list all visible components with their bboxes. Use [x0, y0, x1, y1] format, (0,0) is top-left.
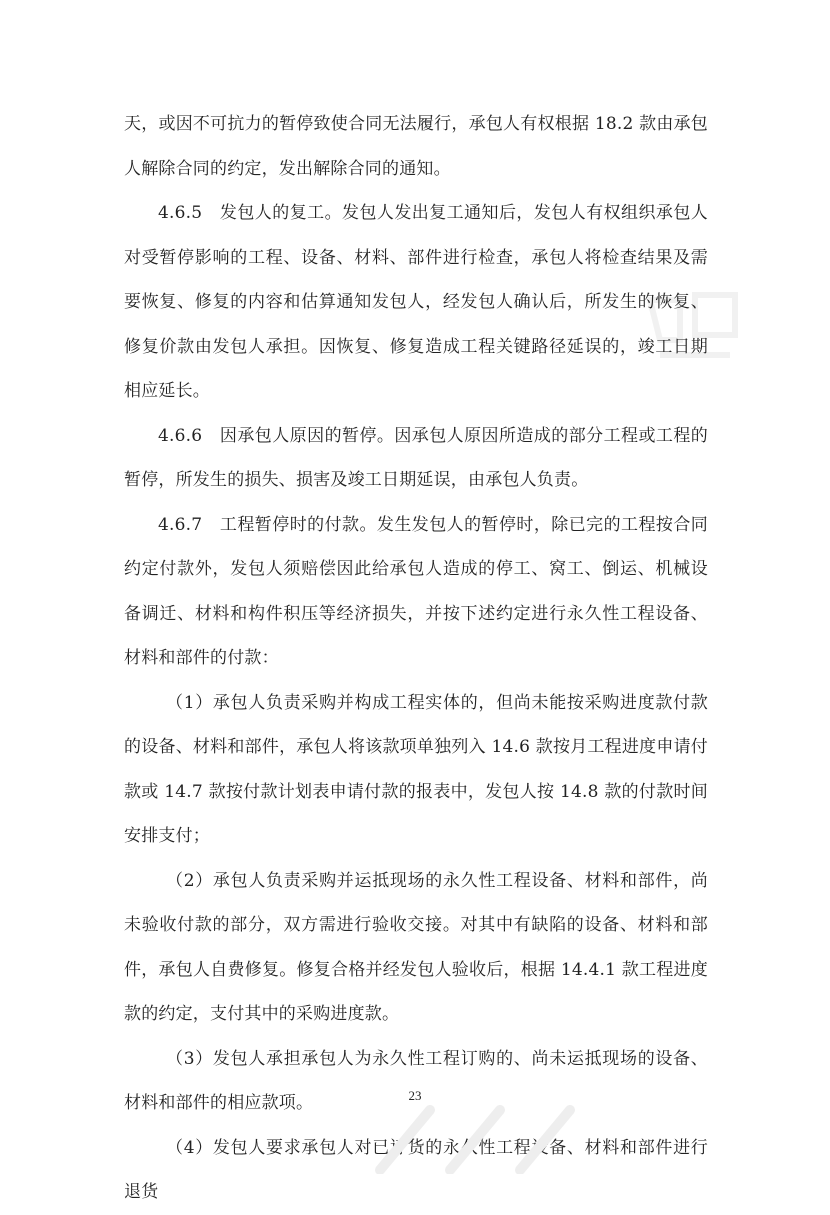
paragraph-continuation: 天，或因不可抗力的暂停致使合同无法履行，承包人有权根据 18.2 款由承包人解除合同的约定，发出解除合同的通知。 [124, 114, 708, 179]
paragraph-4-6-5: 4.6.5 发包人的复工。发包人发出复工通知后，发包人有权组织承包人对受暂停影响的工程、设备、材料、部件进行检查，承包人将检查结果及需要恢复、修复的内容和估算通知发包人，经发包人确认后，所发生的恢复、修复价款由发包人承担。因恢复、修复造成工程关键路径延误的，竣工日期相应延长。 [124, 203, 708, 401]
paragraph-4-6-7: 4.6.7 工程暂停时的付款。发生发包人的暂停时，除已完的工程按合同约定付款外，发包人须赔偿因此给承包人造成的停工、窝工、倒运、机械设备调迁、材料和构件积压等经济损失，并按下述约定进行永久性工程设备、材料和部件的付款： [124, 514, 708, 668]
paragraph-4-6-6: 4.6.6 因承包人原因的暂停。因承包人原因所造成的部分工程或工程的暂停，所发生的损失、损害及竣工日期延误，由承包人负责。 [124, 425, 708, 490]
list-item-1: （1）承包人负责采购并构成工程实体的，但尚未能按采购进度款付款的设备、材料和部件，承包人将该款项单独列入 14.6 款按月工程进度申请付款或 14.7 款按付款计划表申请付款的报表中，发包人按 14.8 款的付款时间安排支付； [124, 692, 708, 846]
list-item-2: （2）承包人负责采购并运抵现场的永久性工程设备、材料和部件，尚未验收付款的部分，双方需进行验收交接。对其中有缺陷的设备、材料和部件，承包人自费修复。修复合格并经发包人验收后，根据 14.4.1 款工程进度款的约定，支付其中的采购进度款。 [124, 870, 708, 1024]
list-item-4: （4）发包人要求承包人对已订货的永久性工程设备、材料和部件进行退货 [124, 1137, 708, 1202]
body-text [124, 102, 708, 1215]
page-number: 23 [408, 1088, 422, 1103]
list-item-3: （3）发包人承担承包人为永久性工程订购的、尚未运抵现场的设备、材料和部件的相应款项。 [124, 1048, 708, 1113]
